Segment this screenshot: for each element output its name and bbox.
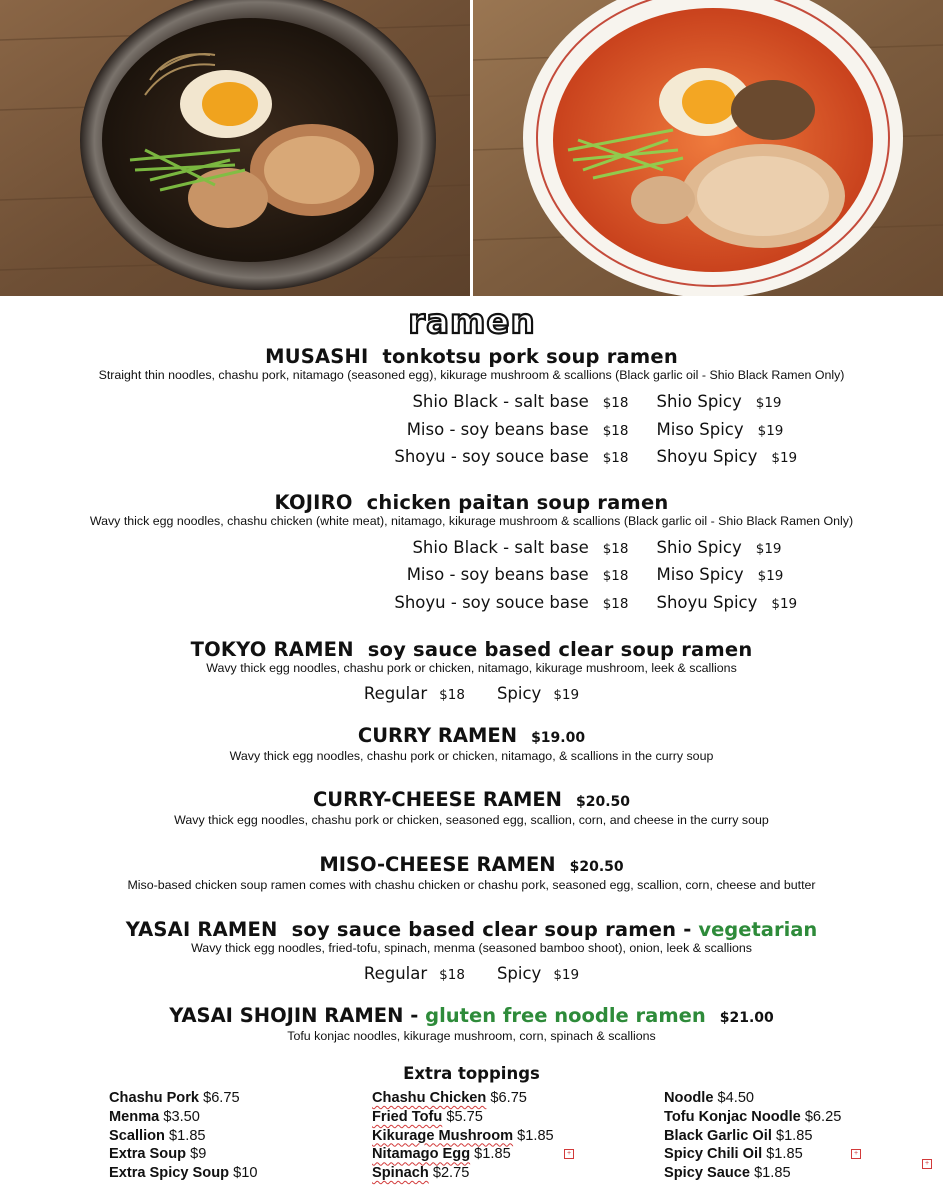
photo-banner bbox=[0, 0, 943, 296]
extras-title: Extra toppings bbox=[403, 1064, 540, 1083]
option-right-label: Shio Spicy bbox=[656, 392, 742, 411]
option-left-price: $18 bbox=[602, 422, 629, 439]
section-miso-cheese-ramen bbox=[0, 854, 943, 893]
option-right-price: $19 bbox=[771, 450, 798, 466]
option-right-label: Shio Spicy bbox=[656, 537, 742, 557]
extras-list bbox=[0, 1089, 943, 1189]
option-row bbox=[0, 417, 943, 445]
option-right-price: $19 bbox=[755, 395, 782, 411]
extra-item: Noodle $4.50 bbox=[664, 1090, 755, 1106]
option-left-price: $18 bbox=[602, 540, 629, 557]
section-subtitle: soy sauce based clear soup ramen bbox=[367, 638, 753, 661]
section-heading bbox=[0, 1005, 943, 1029]
extra-item: Black Garlic Oil $1.85 bbox=[664, 1127, 813, 1144]
spicy-price: $19 bbox=[553, 687, 580, 703]
section-name: KOJIRO bbox=[274, 490, 353, 514]
extra-item: Chashu Chicken $6.75 bbox=[372, 1090, 527, 1106]
section-subtitle: chicken paitan soup ramen bbox=[366, 490, 669, 514]
menu-title-text: ramen bbox=[407, 302, 536, 342]
edit-mark-icon: + bbox=[922, 1159, 932, 1169]
section-heading bbox=[0, 789, 943, 813]
extras-column-2 bbox=[372, 1089, 554, 1183]
menu-title bbox=[0, 302, 943, 342]
photo-black-ramen-bowl bbox=[0, 0, 470, 296]
regular-price: $18 bbox=[439, 967, 465, 983]
option-left-price: $18 bbox=[602, 595, 629, 612]
section-musashi bbox=[0, 346, 943, 472]
option-left-label: Shoyu - soy souce base bbox=[394, 447, 589, 466]
section-tokyo-ramen bbox=[0, 639, 943, 703]
extra-item: Chashu Pork $6.75 bbox=[109, 1090, 240, 1106]
option-left-price: $18 bbox=[602, 568, 629, 584]
option-right-price: $19 bbox=[771, 595, 798, 612]
option-right-price: $19 bbox=[757, 568, 784, 584]
option-left-label: Miso - soy beans base bbox=[406, 419, 589, 439]
options-list bbox=[0, 535, 943, 618]
regular-label: Regular bbox=[363, 964, 428, 983]
section-description: Tofu konjac noodles, kikurage mushroom, corn, spinach & scallions bbox=[287, 1029, 656, 1043]
option-right-label: Miso Spicy bbox=[656, 419, 744, 439]
section-description: Wavy thick egg noodles, chashu pork or chicken, seasoned egg, scallion, corn, and cheese in the curry soup bbox=[174, 813, 769, 827]
option-left-label: Shio Black - salt base bbox=[412, 392, 589, 411]
regular-price: $18 bbox=[439, 687, 465, 703]
section-price: $21.00 bbox=[719, 1010, 774, 1026]
extras-column-1 bbox=[109, 1089, 257, 1183]
option-row bbox=[0, 562, 943, 590]
section-name: YASAI RAMEN bbox=[125, 918, 278, 941]
section-subtitle: soy sauce based clear soup ramen - bbox=[291, 918, 692, 941]
section-curry-ramen bbox=[0, 725, 943, 764]
extra-item: Extra Soup $9 bbox=[109, 1146, 207, 1163]
option-right-label: Shoyu Spicy bbox=[656, 592, 758, 612]
option-left-label: Shoyu - soy souce base bbox=[394, 592, 589, 612]
extra-item: Spicy Chili Oil $1.85 bbox=[664, 1146, 803, 1163]
section-heading bbox=[0, 854, 943, 878]
section-name: CURRY RAMEN bbox=[357, 724, 518, 747]
section-description: Straight thin noodles, chashu pork, nitamago (seasoned egg), kikurage mushroom & scallions (Black garlic oil - Shio Black Ramen Only) bbox=[98, 368, 845, 382]
section-description: Wavy thick egg noodles, chashu pork or chicken, nitamago, & scallions in the curry soup bbox=[229, 749, 714, 763]
section-price: $19.00 bbox=[531, 730, 586, 746]
option-left-label: Miso - soy beans base bbox=[406, 565, 589, 584]
section-heading bbox=[0, 725, 943, 749]
section-name: MUSASHI bbox=[265, 345, 369, 368]
edit-mark-icon: + bbox=[851, 1149, 861, 1159]
section-curry-cheese-ramen bbox=[0, 789, 943, 828]
section-yasai-shojin-ramen bbox=[0, 1005, 943, 1044]
section-heading bbox=[0, 492, 943, 514]
extra-item: Spinach $2.75 bbox=[372, 1165, 470, 1182]
section-description: Wavy thick egg noodles, fried-tofu, spinach, menma (seasoned bamboo shoot), onion, leek & scallions bbox=[191, 941, 752, 955]
extra-item: Fried Tofu $5.75 bbox=[372, 1108, 483, 1125]
section-description: Miso-based chicken soup ramen comes with chashu chicken or chashu pork, seasoned egg, scallion, corn, cheese and butter bbox=[127, 878, 816, 892]
edit-mark-icon: + bbox=[564, 1149, 574, 1159]
section-heading bbox=[0, 639, 943, 661]
section-yasai-ramen bbox=[0, 919, 943, 983]
option-row bbox=[0, 535, 943, 563]
option-right-price: $19 bbox=[757, 422, 784, 439]
extra-item: Tofu Konjac Noodle $6.25 bbox=[664, 1108, 842, 1125]
section-description: Wavy thick egg noodles, chashu pork or chicken, nitamago, kikurage mushroom, leek & scallions bbox=[206, 661, 737, 675]
photo-red-ramen-bowl bbox=[473, 0, 943, 296]
option-right-label: Shoyu Spicy bbox=[656, 447, 758, 466]
section-name: TOKYO RAMEN bbox=[190, 638, 354, 661]
spicy-price: $19 bbox=[553, 967, 580, 983]
section-name: CURRY-CHEESE RAMEN bbox=[312, 788, 562, 811]
section-heading bbox=[0, 346, 943, 368]
extra-item: Spicy Sauce $1.85 bbox=[664, 1165, 791, 1182]
extra-item: Kikurage Mushroom $1.85 bbox=[372, 1127, 554, 1144]
section-description: Wavy thick egg noodles, chashu chicken (white meat), nitamago, kikurage mushroom & scallions (Black garlic oil - Shio Black Ramen Only) bbox=[89, 513, 854, 528]
spicy-label: Spicy bbox=[496, 964, 542, 983]
options-list bbox=[0, 389, 943, 472]
option-left-price: $18 bbox=[602, 395, 629, 411]
section-price: $20.50 bbox=[576, 794, 631, 810]
option-left-label: Shio Black - salt base bbox=[412, 537, 589, 557]
extra-item: Scallion $1.85 bbox=[109, 1127, 206, 1144]
option-right-label: Miso Spicy bbox=[656, 565, 744, 584]
section-price: $20.50 bbox=[569, 859, 624, 875]
vegetarian-tag: vegetarian bbox=[698, 918, 818, 941]
extra-item: Extra Spicy Soup $10 bbox=[109, 1165, 258, 1182]
section-name: MISO-CHEESE RAMEN bbox=[319, 853, 556, 876]
size-options bbox=[0, 684, 943, 703]
option-row bbox=[0, 444, 943, 472]
option-row bbox=[0, 389, 943, 417]
section-kojiro bbox=[0, 492, 943, 618]
gluten-free-tag: gluten free noodle ramen bbox=[425, 1004, 706, 1027]
option-left-price: $18 bbox=[602, 450, 629, 466]
option-right-price: $19 bbox=[755, 540, 782, 557]
spicy-label: Spicy bbox=[496, 684, 542, 703]
section-name: YASAI SHOJIN RAMEN - bbox=[169, 1004, 419, 1027]
extra-item: Menma $3.50 bbox=[109, 1108, 200, 1125]
size-options bbox=[0, 964, 943, 983]
extra-item: Nitamago Egg $1.85 bbox=[372, 1146, 511, 1163]
extras-column-3 bbox=[664, 1089, 841, 1183]
section-heading bbox=[0, 919, 943, 941]
section-subtitle: tonkotsu pork soup ramen bbox=[382, 345, 678, 368]
regular-label: Regular bbox=[363, 684, 428, 703]
menu bbox=[0, 298, 943, 1189]
option-row bbox=[0, 590, 943, 618]
